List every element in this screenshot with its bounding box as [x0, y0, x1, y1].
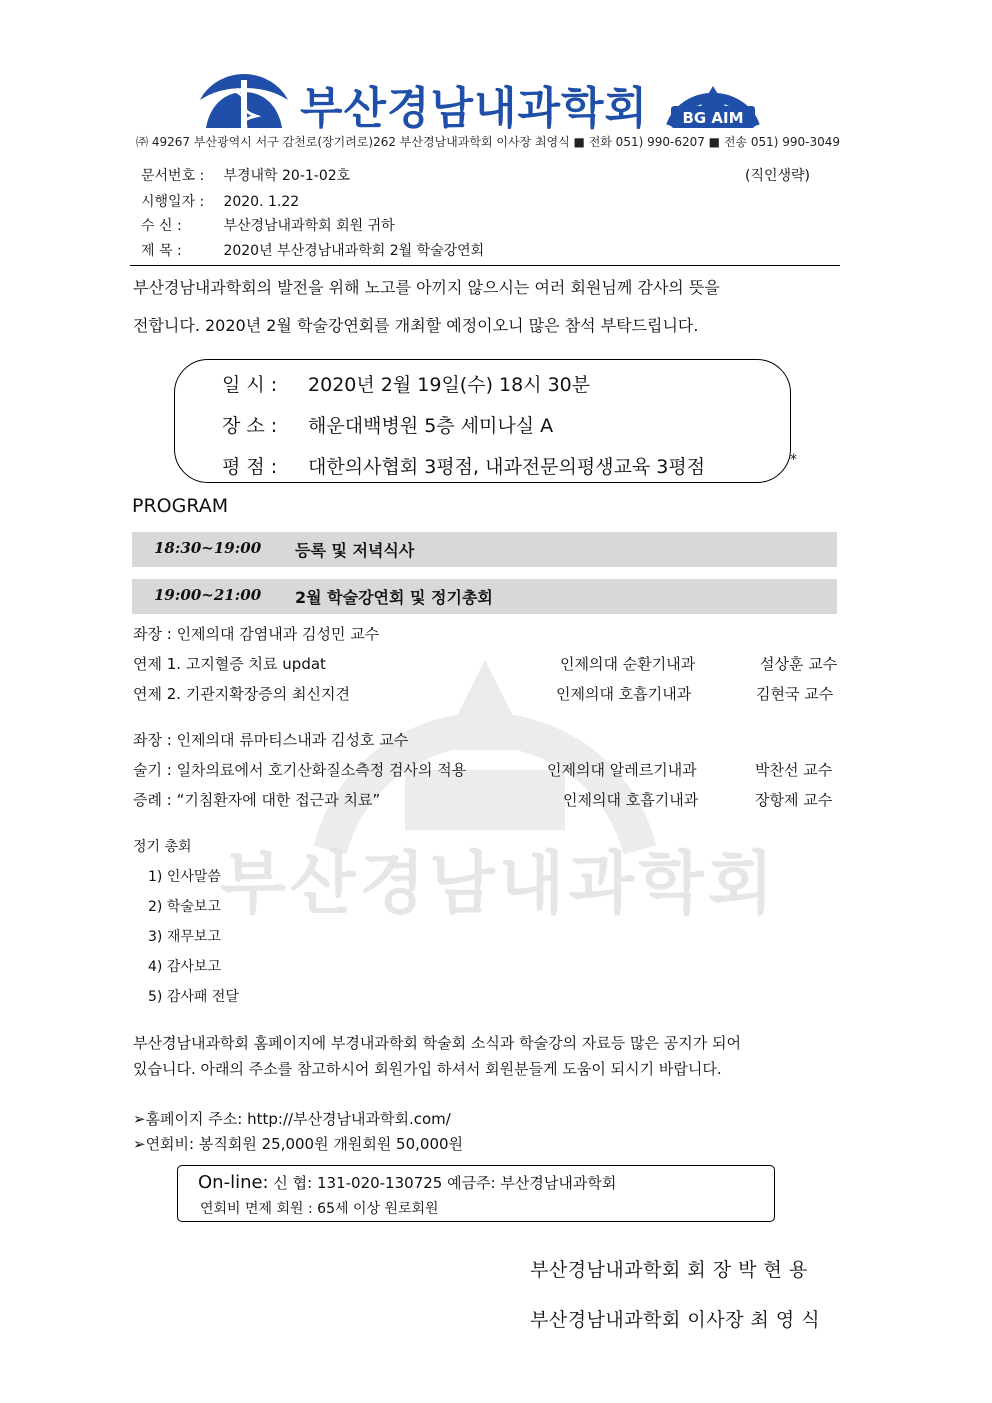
chair-1: 좌장 : 인제의대 감염내과 김성민 교수: [133, 625, 380, 643]
chair-2: 좌장 : 인제의대 류마티스내과 김성호 교수: [133, 731, 409, 749]
online-account: [198, 1172, 616, 1193]
talk-1-dept: 인제의대 순환기내과: [560, 655, 696, 673]
online-prefix: On-line:: [198, 1172, 269, 1193]
bar-time: 18:30~19:00: [154, 539, 262, 557]
seal-note: (직인생략): [745, 168, 811, 184]
chairman-signature: 부산경남내과학회 이사장 최 영 식: [530, 1309, 821, 1331]
event-venue-value: 해운대백병원 5층 세미나실 A: [308, 415, 554, 437]
event-datetime-label: 일 시 :: [222, 374, 278, 396]
technique-title: 술기 : 일차의료에서 호기산화질소측정 검사의 적용: [133, 761, 467, 779]
president-signature: 부산경남내과학회 회 장 박 현 용: [530, 1259, 808, 1281]
doc-number-value: 부경내학 20-1-02호: [223, 168, 351, 184]
program-bar-lecture: [132, 579, 837, 614]
subject-label: 제 목 :: [141, 243, 182, 259]
assembly-item: 5) 감사패 전달: [148, 989, 239, 1005]
watermark-text: 부산경남내과학회: [220, 845, 778, 924]
issue-date-value: 2020. 1.22: [223, 194, 300, 210]
event-datetime: [222, 370, 590, 397]
closing-line-2: 있습니다. 아래의 주소를 참고하시어 회원가입 하셔서 회원분들게 도움이 되시기 바랍니다.: [133, 1060, 722, 1078]
case-speaker: 장항제 교수: [755, 791, 833, 809]
subject: [141, 240, 484, 260]
header-divider: [130, 265, 840, 266]
assembly-item: 2) 학술보고: [148, 899, 221, 915]
talk-1-title: 연제 1. 고지혈증 치료 updat: [133, 655, 326, 673]
technique-dept: 인제의대 알레르기내과: [547, 761, 697, 779]
closing-line-1: 부산경남내과학회 홈페이지에 부경내과학회 학술회 소식과 학술강의 자료등 많은 공지가 되어: [133, 1034, 742, 1052]
subject-value: 2020년 부산경남내과학회 2월 학술강연회: [223, 243, 485, 259]
assembly-heading: 정기 총회: [133, 839, 192, 855]
address-line: ㈜ 49267 부산광역시 서구 감천로(장기려로)262 부산경남내과학회 이사장 최영식 ■ 전화 051) 990-6207 ■ 전송 051) 990-3049: [136, 135, 840, 149]
doc-number-label: 문서번호 :: [141, 168, 205, 184]
assembly-item: 1) 인사말씀: [148, 869, 221, 885]
case-title: 증례 : “기침환자에 대한 접근과 치료”: [133, 791, 381, 809]
talk-1-speaker: 설상훈 교수: [760, 655, 838, 673]
program-bar-dinner: [132, 532, 837, 567]
event-credits-value: 대한의사협회 3평점, 내과전문의평생교육 3평점: [308, 456, 706, 478]
bar-label: 2월 학술강연회 및 정기총회: [295, 588, 493, 607]
asterisk-mark: *: [790, 452, 797, 468]
technique-speaker: 박찬선 교수: [755, 761, 833, 779]
event-credits: [222, 452, 705, 479]
online-account-text: 신 협: 131-020-130725 예금주: 부산경남내과학회: [273, 1174, 617, 1192]
talk-2-dept: 인제의대 호흡기내과: [556, 685, 692, 703]
recipient-label: 수 신 :: [141, 218, 182, 234]
homepage-line: ➢홈페이지 주소: http://부산경남내과학회.com/: [133, 1110, 451, 1128]
event-venue: [222, 411, 553, 438]
caduceus-logo-icon: [196, 70, 292, 132]
fee-line: ➢연회비: 봉직회원 25,000원 개원회원 50,000원: [133, 1135, 464, 1153]
event-venue-label: 장 소 :: [222, 415, 278, 437]
bar-time: 19:00~21:00: [154, 586, 262, 604]
event-datetime-value: 2020년 2월 19일(수) 18시 30분: [308, 374, 591, 396]
fee-exemption: 연회비 면제 회원 : 65세 이상 원로회원: [200, 1201, 439, 1217]
bar-label: 등록 및 저녁식사: [295, 541, 415, 560]
doc-number: [141, 165, 350, 185]
intro-line-2: 전합니다. 2020년 2월 학술강연회를 개최할 예정이오니 많은 참석 부탁드립니다.: [133, 316, 699, 335]
recipient: [141, 215, 395, 235]
bgaim-logo-icon: [665, 76, 761, 132]
program-heading: PROGRAM: [132, 495, 229, 517]
org-title: 부산경남내과학회: [300, 83, 649, 134]
logo-right-text: BG AIM: [682, 109, 744, 127]
talk-2-speaker: 김현국 교수: [756, 685, 834, 703]
assembly-item: 4) 감사보고: [148, 959, 221, 975]
talk-2-title: 연제 2. 기관지확장증의 최신지견: [133, 685, 350, 703]
case-dept: 인제의대 호흡기내과: [563, 791, 699, 809]
event-credits-label: 평 점 :: [222, 456, 278, 478]
assembly-item: 3) 재무보고: [148, 929, 221, 945]
intro-line-1: 부산경남내과학회의 발전을 위해 노고를 아끼지 않으시는 여러 회원님께 감사의 뜻을: [133, 278, 720, 297]
recipient-value: 부산경남내과학회 회원 귀하: [223, 218, 395, 234]
issue-date-label: 시행일자 :: [141, 194, 205, 210]
issue-date: [141, 191, 299, 211]
